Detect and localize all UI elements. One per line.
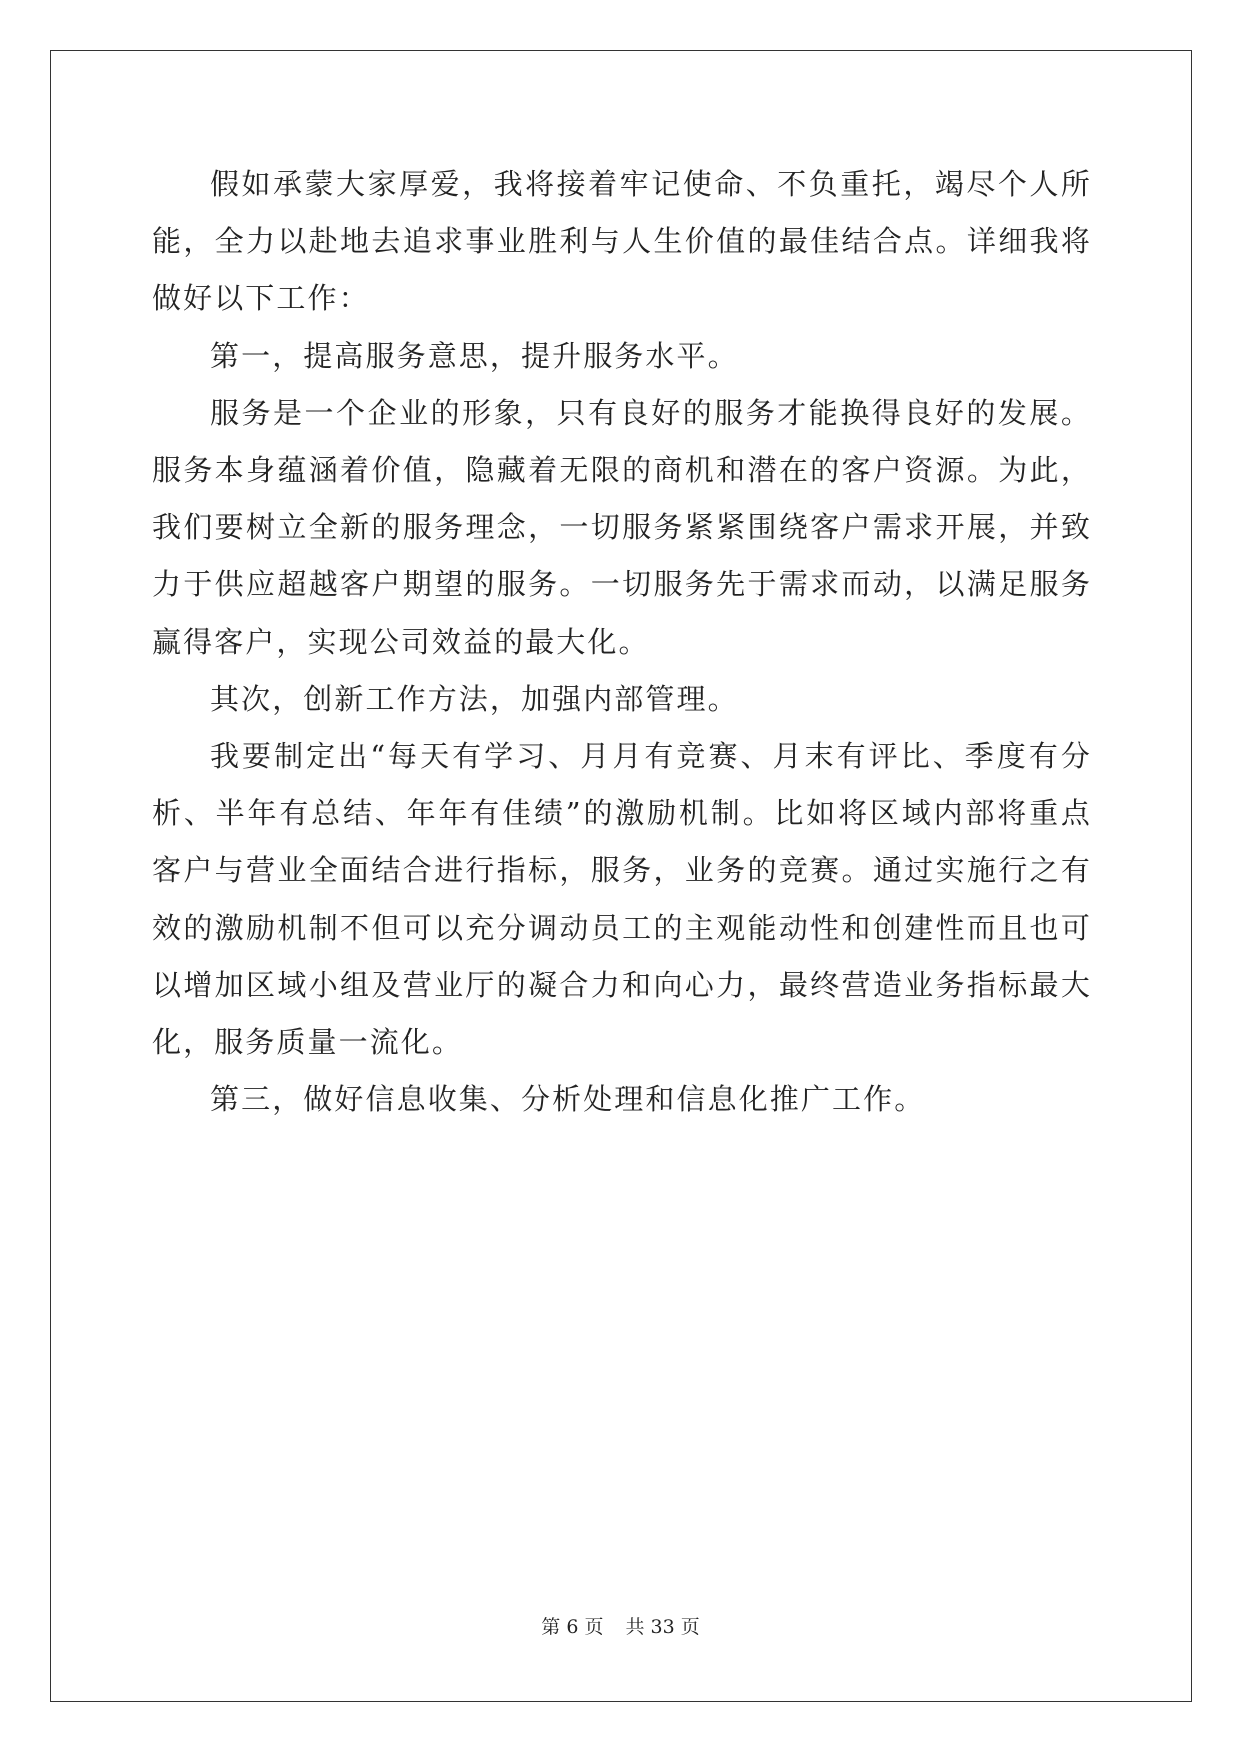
paragraph: 其次，创新工作方法，加强内部管理。 [210, 681, 739, 716]
document-body [152, 156, 1092, 1128]
paragraph: 假如承蒙大家厚爱，我将接着牢记使命、不负重托，竭尽个人所能，全力以赴地去追求事业胜利与人生价值的最佳结合点。详细我将做好以下工作： [152, 167, 1092, 316]
paragraph: 第三，做好信息收集、分析处理和信息化推广工作。 [210, 1082, 926, 1117]
paragraph: 第一，提高服务意思，提升服务水平。 [210, 338, 739, 373]
paragraph: 服务是一个企业的形象，只有良好的服务才能换得良好的发展。服务本身蕴涵着价值，隐藏着无限的商机和潜在的客户资源。为此，我们要树立全新的服务理念，一切服务紧紧围绕客户需求开展，并致力于供应超越客户期望的服务。一切服务先于需求而动，以满足服务赢得客户，实现公司效益的最大化。 [152, 395, 1092, 659]
page-number: 第 6 页 [541, 1616, 604, 1638]
page-total: 共 33 页 [625, 1616, 700, 1638]
paragraph: 我要制定出“每天有学习、月月有竞赛、月末有评比、季度有分析、半年有总结、年年有佳绩”的激励机制。比如将区域内部将重点客户与营业全面结合进行指标，服务，业务的竞赛。通过实施行之有效的激励机制不但可以充分调动员工的主观能动性和创建性而且也可以增加区域小组及营业厅的凝合力和向心力，最终营造业务指标最大化，服务质量一流化。 [152, 739, 1092, 1060]
page-footer [0, 1612, 1241, 1639]
